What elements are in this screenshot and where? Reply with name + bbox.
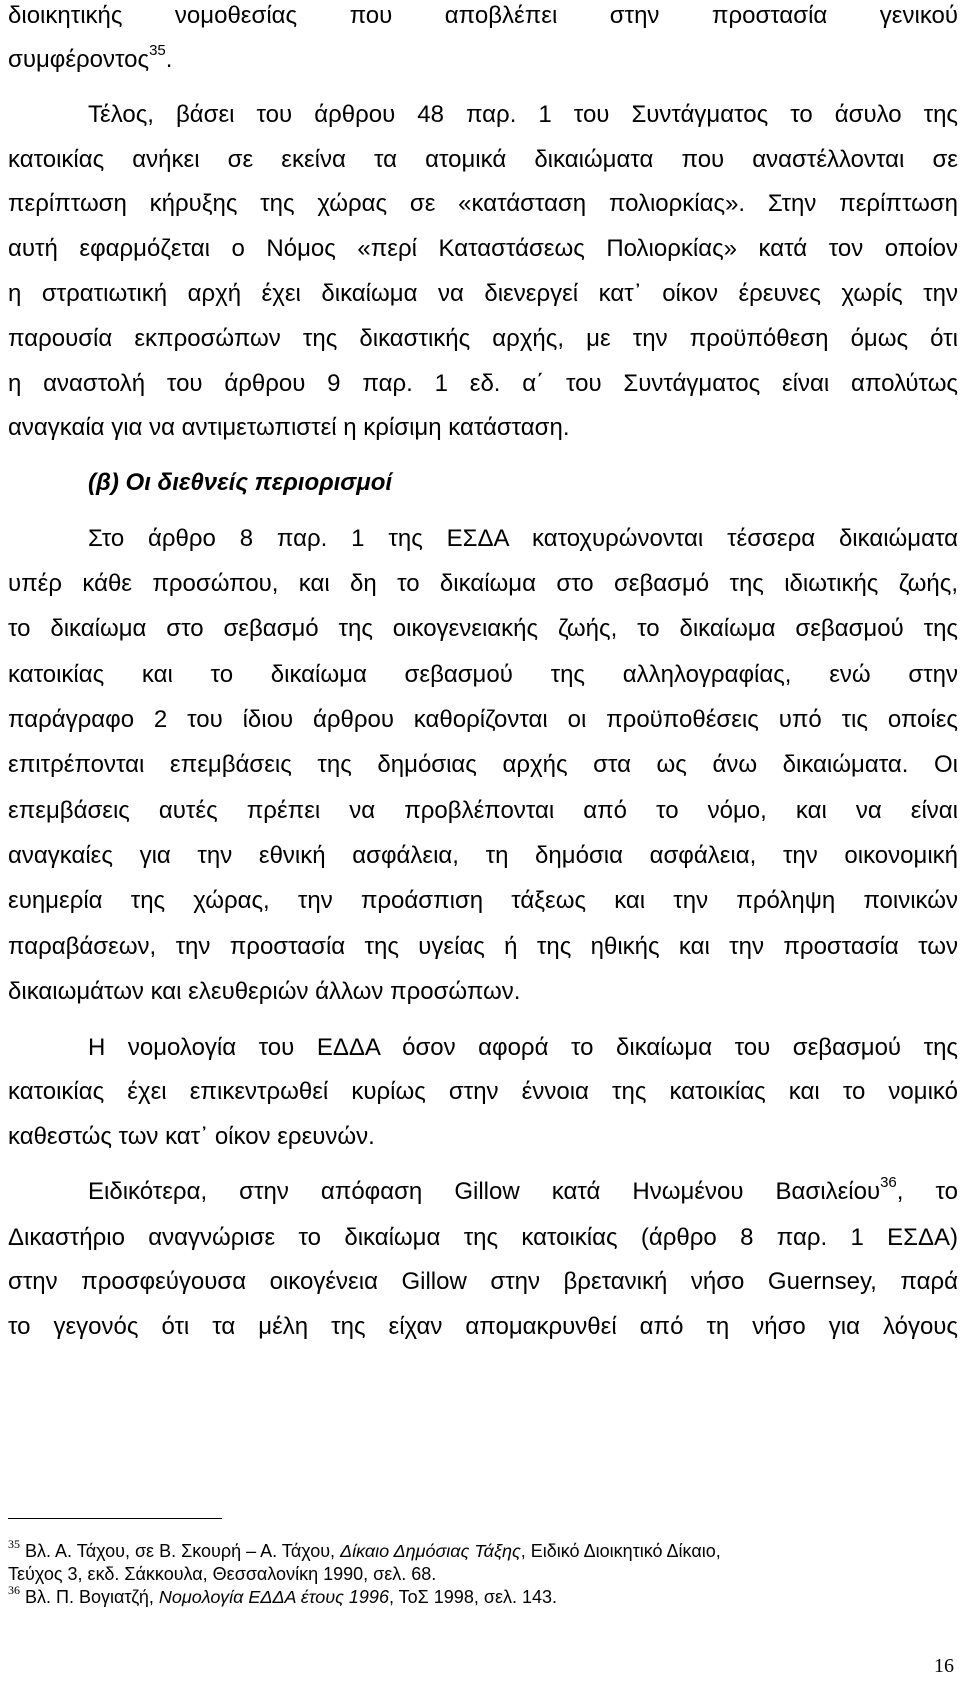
body-line: ευημερία της χώρας, την προάσπιση τάξεως και την πρόληψη ποινικών [8, 887, 958, 914]
body-text: . [165, 46, 173, 73]
footnote-ref-36[interactable]: 36 [880, 1174, 897, 1191]
body-line: Τέλος, βάσει του άρθρου 48 παρ. 1 του Συντάγματος το άσυλο της [88, 101, 958, 128]
body-line: αναγκαίες για την εθνική ασφάλεια, τη δημόσια ασφάλεια, την οικονομική [8, 842, 958, 869]
section-heading: (β) Οι διεθνείς περιορισμοί [88, 469, 393, 496]
body-line [8, 42, 958, 74]
body-line [88, 1174, 958, 1206]
body-line: δικαιωμάτων και ελευθεριών άλλων προσώπων. [8, 978, 521, 1005]
body-line: κατοικίας έχει επικεντρωθεί κυρίως στην έννοια της κατοικίας και το νομικό [8, 1078, 958, 1105]
body-line: το γεγονός ότι τα μέλη της είχαν απομακρυνθεί από τη νήσο για λόγους [8, 1313, 958, 1340]
footnote-text: , Ειδικό Διοικητικό Δίκαιο, [520, 1541, 721, 1561]
footnote-36 [8, 1583, 958, 1608]
footnote-separator [8, 1518, 222, 1519]
footnote-text: Βλ. Π. Βογιατζή, [20, 1587, 159, 1607]
body-line: η αναστολή του άρθρου 9 παρ. 1 εδ. α΄ του Συντάγματος είναι απολύτως [8, 370, 958, 397]
body-line: επιτρέπονται επεμβάσεις της δημόσιας αρχής στα ως άνω δικαιώματα. Οι [8, 751, 958, 778]
footnote-35-continued: Τεύχος 3, εκδ. Σάκκουλα, Θεσσαλονίκη 1990, σελ. 68. [8, 1564, 437, 1584]
body-line: διοικητικής νομοθεσίας που αποβλέπει στην προστασία γενικού [8, 2, 958, 29]
footnote-text: , ΤοΣ 1998, σελ. 143. [388, 1587, 557, 1607]
body-line: υπέρ κάθε προσώπου, και δη το δικαίωμα στο σεβασμό της ιδιωτικής ζωής, [8, 570, 958, 597]
body-line: παρουσία εκπροσώπων της δικαστικής αρχής, με την προϋπόθεση όμως ότι [8, 325, 958, 352]
body-line: επεμβάσεις αυτές πρέπει να προβλέπονται από το νόμο, και να είναι [8, 797, 958, 824]
body-line: Στο άρθρο 8 παρ. 1 της ΕΣΔΑ κατοχυρώνονται τέσσερα δικαιώματα [88, 525, 958, 552]
footnote-title: Δίκαιο Δημόσιας Τάξης [340, 1541, 521, 1561]
footnote-title: Νομολογία ΕΔΔΑ έτους 1996 [158, 1587, 389, 1607]
body-line: αυτή εφαρμόζεται ο Νόμος «περί Καταστάσεως Πολιορκίας» κατά τον οποίον [8, 235, 958, 262]
body-line: παραβάσεων, την προστασία της υγείας ή της ηθικής και την προστασία των [8, 933, 958, 960]
footnote-number: 35 [8, 1537, 20, 1551]
body-text: συμφέροντος [8, 46, 150, 73]
body-line: στην προσφεύγουσα οικογένεια Gillow στην βρετανική νήσο Guernsey, παρά [8, 1268, 958, 1295]
footnote-ref-35[interactable]: 35 [149, 42, 166, 59]
footnote-number: 36 [8, 1583, 20, 1597]
footnote-text: Βλ. Α. Τάχου, σε Β. Σκουρή – Α. Τάχου, [20, 1541, 341, 1561]
body-line: κατοικίας ανήκει σε εκείνα τα ατομικά δικαιώματα που αναστέλλονται σε [8, 146, 958, 173]
body-line: Η νομολογία του ΕΔΔΑ όσον αφορά το δικαίωμα του σεβασμού της [88, 1034, 958, 1061]
body-text: , το [896, 1178, 958, 1205]
body-line: κατοικίας και το δικαίωμα σεβασμού της αλληλογραφίας, ενώ στην [8, 661, 958, 688]
body-line: περίπτωση κήρυξης της χώρας σε «κατάσταση πολιορκίας». Στην περίπτωση [8, 190, 958, 217]
body-text: Ειδικότερα, στην απόφαση Gillow κατά Ηνωμένου Βασιλείου [88, 1178, 881, 1205]
body-line: αναγκαία για να αντιμετωπιστεί η κρίσιμη κατάσταση. [8, 414, 570, 441]
page-number: 16 [934, 1655, 954, 1677]
body-line: το δικαίωμα στο σεβασμό της οικογενειακής ζωής, το δικαίωμα σεβασμού της [8, 615, 958, 642]
footnote-35 [8, 1537, 958, 1562]
body-line: καθεστώς των κατ᾽ οίκον ερευνών. [8, 1123, 375, 1150]
body-line: η στρατιωτική αρχή έχει δικαίωμα να διενεργεί κατ᾽ οίκον έρευνες χωρίς την [8, 280, 958, 307]
body-line: παράγραφο 2 του ίδιου άρθρου καθορίζονται οι προϋποθέσεις υπό τις οποίες [8, 706, 958, 733]
body-line: Δικαστήριο αναγνώρισε το δικαίωμα της κατοικίας (άρθρο 8 παρ. 1 ΕΣΔΑ) [8, 1224, 958, 1251]
